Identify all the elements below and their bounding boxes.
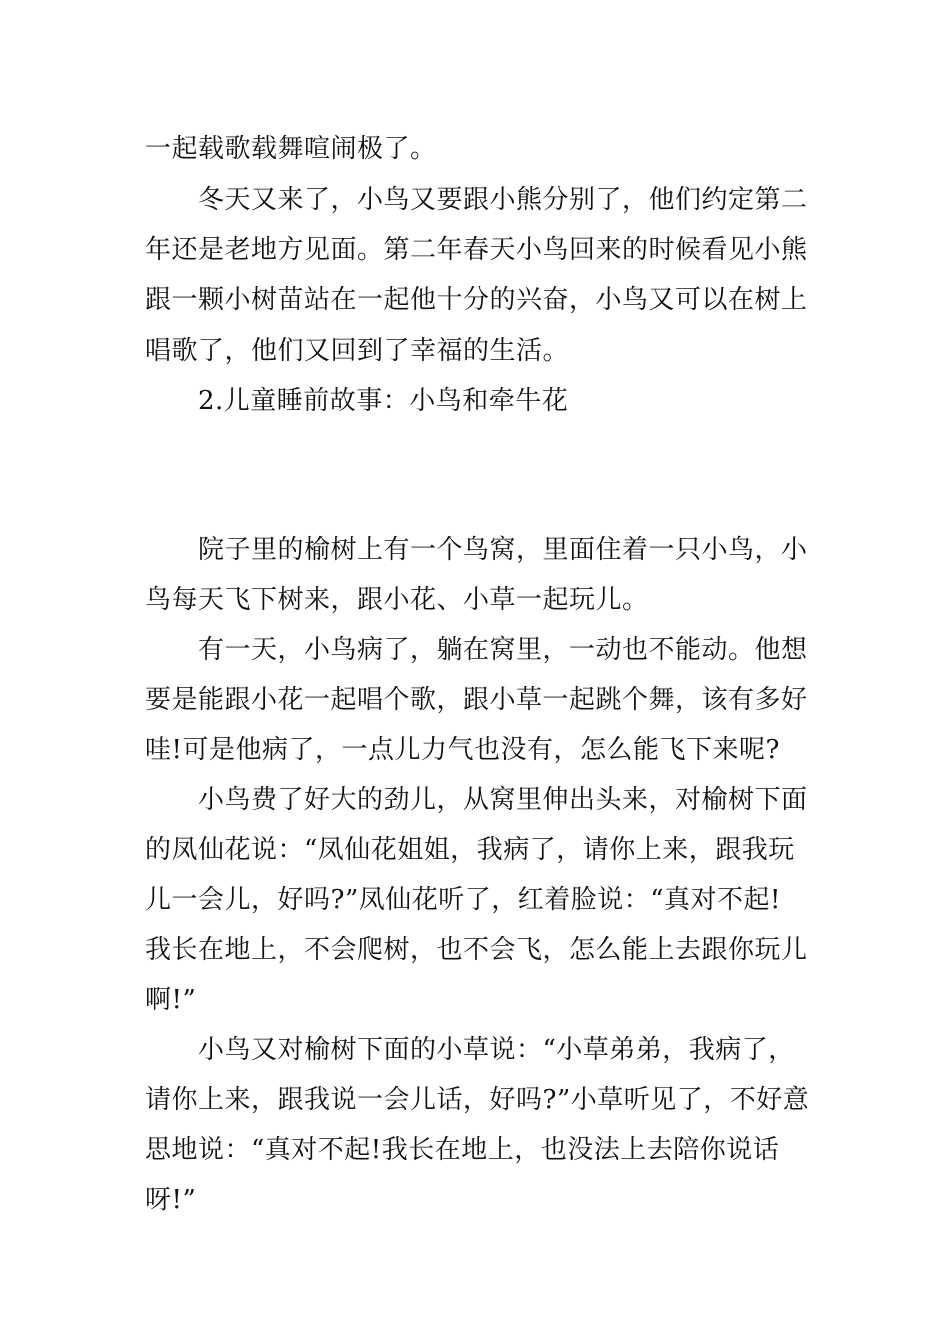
paragraph-start-line: 小鸟费了好大的劲儿，从窝里伸出头来，对榆树下面 xyxy=(198,785,808,815)
text-line: 跟一颗小树苗站在一起他十分的兴奋，小鸟又可以在树上 xyxy=(145,285,808,315)
text-line: 年还是老地方见面。第二年春天小鸟回来的时候看见小熊 xyxy=(145,235,808,265)
text-line: 鸟每天飞下树来，跟小花、小草一起玩儿。 xyxy=(145,585,649,615)
text-line: 请你上来，跟我说一会儿话，好吗?”小草听见了，不好意 xyxy=(145,1085,810,1115)
section-heading: 2.儿童睡前故事：小鸟和牵牛花 xyxy=(198,386,569,416)
text-line: 思地说：“真对不起!我长在地上，也没法上去陪你说话 xyxy=(145,1135,780,1165)
paragraph-start-line: 院子里的榆树上有一个鸟窝，里面住着一只小鸟，小 xyxy=(198,535,808,565)
paragraph-start-line: 冬天又来了，小鸟又要跟小熊分别了，他们约定第二 xyxy=(198,185,808,215)
text-line: 哇!可是他病了，一点儿力气也没有，怎么能飞下来呢? xyxy=(145,735,780,765)
text-line: 要是能跟小花一起唱个歌，跟小草一起跳个舞，该有多好 xyxy=(145,685,808,715)
text-line: 呀!” xyxy=(145,1185,197,1215)
paragraph-start-line: 小鸟又对榆树下面的小草说：“小草弟弟，我病了， xyxy=(198,1035,795,1065)
paragraph-start-line: 有一天，小鸟病了，躺在窝里，一动也不能动。他想 xyxy=(198,635,808,665)
text-line: 啊!” xyxy=(145,985,197,1015)
text-line: 唱歌了，他们又回到了幸福的生活。 xyxy=(145,336,570,366)
text-line: 一起载歌载舞喧闹极了。 xyxy=(145,134,437,164)
text-line: 儿一会儿，好吗?”凤仙花听了，红着脸说：“真对不起! xyxy=(145,885,781,915)
text-line: 我长在地上，不会爬树，也不会飞，怎么能上去跟你玩儿 xyxy=(145,935,808,965)
text-line: 的凤仙花说：“凤仙花姐姐，我病了，请你上来，跟我玩 xyxy=(145,835,795,865)
